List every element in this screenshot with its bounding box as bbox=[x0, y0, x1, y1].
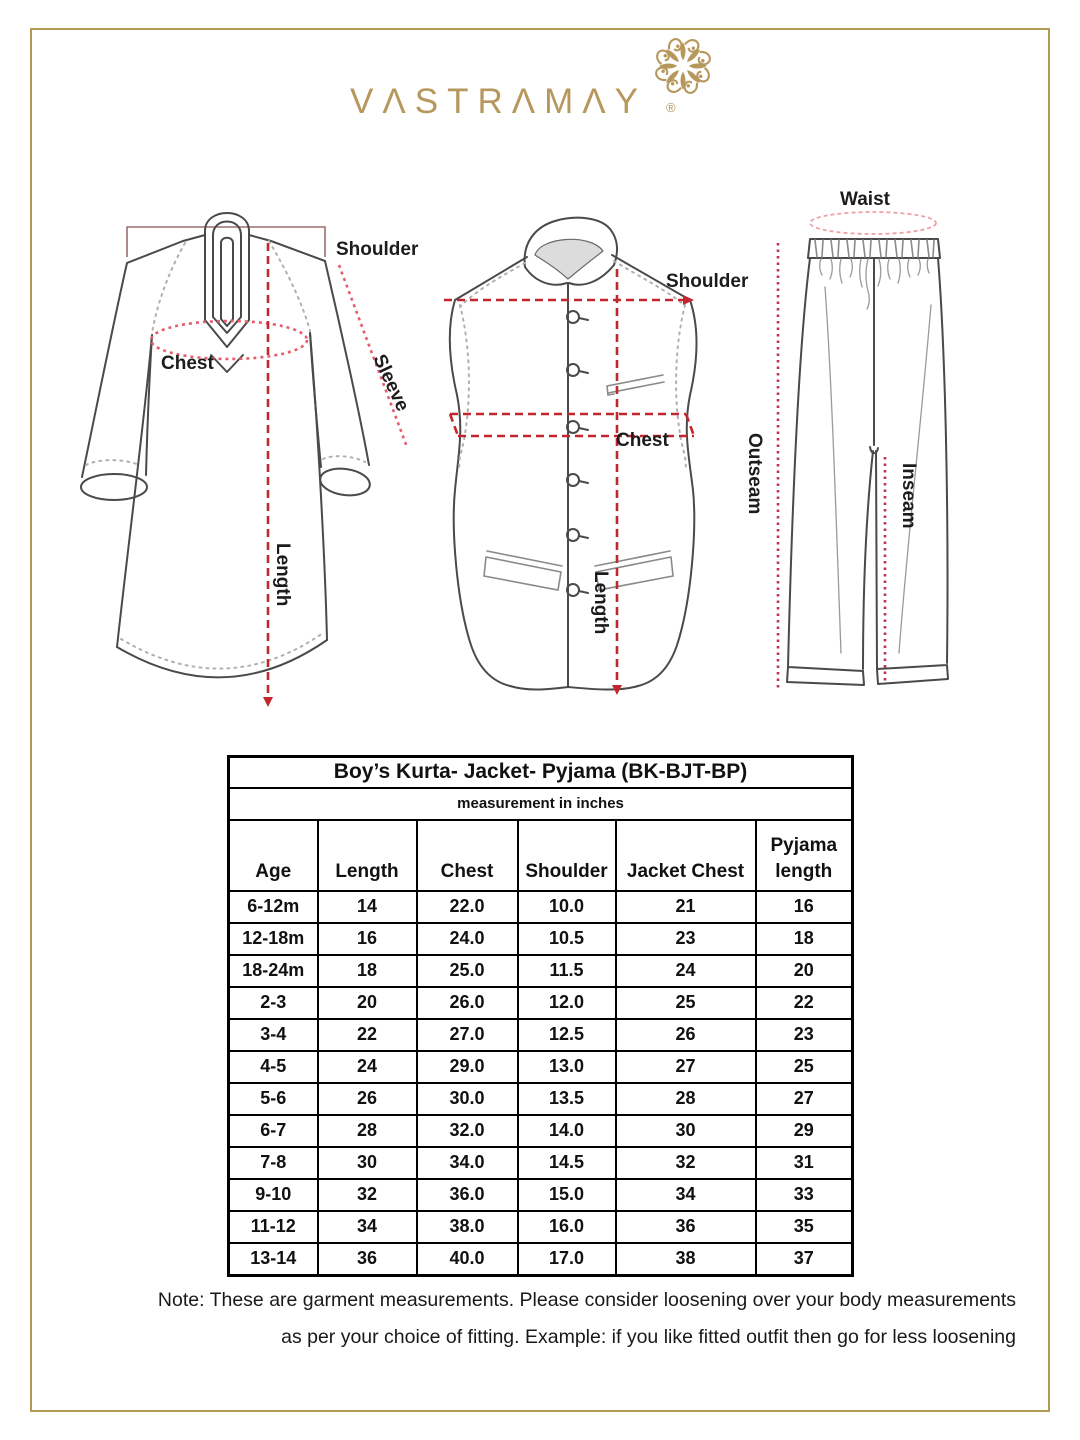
table-body bbox=[229, 891, 853, 1276]
table-cell: 34 bbox=[616, 1179, 756, 1211]
table-cell: 32 bbox=[616, 1147, 756, 1179]
table-cell: 22 bbox=[756, 987, 853, 1019]
table-cell: 12.0 bbox=[518, 987, 616, 1019]
jacket-buttons bbox=[567, 311, 588, 596]
table-cell: 4-5 bbox=[229, 1051, 318, 1083]
note-line-1: Note: These are garment measurements. Please consider loosening over your body measurements bbox=[157, 1289, 1016, 1311]
table-row bbox=[229, 1051, 853, 1083]
jacket-length-label: Length bbox=[590, 571, 611, 635]
table-subtitle-row bbox=[229, 788, 853, 820]
note-line-2: as per your choice of fitting. Example: if you like fitted outfit then go for less loosening bbox=[281, 1326, 1016, 1348]
table-cell: 25.0 bbox=[417, 955, 518, 987]
table-cell: 20 bbox=[756, 955, 853, 987]
table-cell: 5-6 bbox=[229, 1083, 318, 1115]
table-cell: 21 bbox=[616, 891, 756, 923]
table-cell: 24 bbox=[616, 955, 756, 987]
table-cell: 32 bbox=[318, 1179, 417, 1211]
table-row bbox=[229, 1083, 853, 1115]
table-row bbox=[229, 1179, 853, 1211]
table-cell: 18 bbox=[318, 955, 417, 987]
note-text bbox=[55, 1282, 1016, 1356]
table-cell: 6-7 bbox=[229, 1115, 318, 1147]
table-cell: 13.0 bbox=[518, 1051, 616, 1083]
col-header-length: Length bbox=[318, 820, 417, 891]
kurta-shoulder-bracket bbox=[127, 227, 325, 257]
table-cell: 25 bbox=[756, 1051, 853, 1083]
kurta-sleeve-measure-line bbox=[339, 265, 407, 447]
table-cell: 10.5 bbox=[518, 923, 616, 955]
table-cell: 37 bbox=[756, 1243, 853, 1276]
table-cell: 22.0 bbox=[417, 891, 518, 923]
table-cell: 33 bbox=[756, 1179, 853, 1211]
pyjama-waist-measure-line bbox=[810, 212, 936, 234]
brand-name: VΛSTRΛMΛY bbox=[350, 82, 647, 121]
table-cell: 16 bbox=[756, 891, 853, 923]
table-cell: 25 bbox=[616, 987, 756, 1019]
table-cell: 29.0 bbox=[417, 1051, 518, 1083]
table-cell: 34 bbox=[318, 1211, 417, 1243]
table-cell: 27.0 bbox=[417, 1019, 518, 1051]
table-cell: 40.0 bbox=[417, 1243, 518, 1276]
kurta-shoulder-label: Shoulder bbox=[336, 239, 419, 260]
table-cell: 27 bbox=[616, 1051, 756, 1083]
table-cell: 14 bbox=[318, 891, 417, 923]
jacket-chest-label: Chest bbox=[616, 430, 669, 451]
table-cell: 22 bbox=[318, 1019, 417, 1051]
table-row bbox=[229, 987, 853, 1019]
table-header-row bbox=[229, 820, 853, 891]
table-row bbox=[229, 923, 853, 955]
table-cell: 30 bbox=[616, 1115, 756, 1147]
kurta-diagram bbox=[55, 195, 435, 725]
table-cell: 16 bbox=[318, 923, 417, 955]
table-cell: 11-12 bbox=[229, 1211, 318, 1243]
table-cell: 24.0 bbox=[417, 923, 518, 955]
table-cell: 3-4 bbox=[229, 1019, 318, 1051]
table-title-row bbox=[229, 757, 853, 788]
col-header-chest: Chest bbox=[417, 820, 518, 891]
brand-flower-icon bbox=[650, 33, 716, 99]
table-cell: 14.0 bbox=[518, 1115, 616, 1147]
table-cell: 35 bbox=[756, 1211, 853, 1243]
table-cell: 36 bbox=[616, 1211, 756, 1243]
table-cell: 11.5 bbox=[518, 955, 616, 987]
table-cell: 26 bbox=[318, 1083, 417, 1115]
jacket-shoulder-label: Shoulder bbox=[666, 271, 749, 292]
table-cell: 30.0 bbox=[417, 1083, 518, 1115]
table-row bbox=[229, 1019, 853, 1051]
kurta-chest-label: Chest bbox=[161, 353, 214, 374]
table-cell: 13.5 bbox=[518, 1083, 616, 1115]
table-cell: 31 bbox=[756, 1147, 853, 1179]
table-row bbox=[229, 1115, 853, 1147]
kurta-sleeve-label: Sleeve bbox=[368, 351, 413, 415]
jacket-diagram bbox=[440, 195, 770, 740]
table-cell: 28 bbox=[616, 1083, 756, 1115]
table-cell: 38 bbox=[616, 1243, 756, 1276]
table-cell: 27 bbox=[756, 1083, 853, 1115]
table-row bbox=[229, 1211, 853, 1243]
table-cell: 15.0 bbox=[518, 1179, 616, 1211]
table-cell: 13-14 bbox=[229, 1243, 318, 1276]
col-header-pyjama-length: Pyjama length bbox=[756, 820, 853, 891]
pyjama-waist-label: Waist bbox=[840, 189, 890, 210]
col-header-age: Age bbox=[229, 820, 318, 891]
table-row bbox=[229, 891, 853, 923]
table-cell: 38.0 bbox=[417, 1211, 518, 1243]
table-cell: 32.0 bbox=[417, 1115, 518, 1147]
table-cell: 10.0 bbox=[518, 891, 616, 923]
pyjama-inseam-label: Inseam bbox=[898, 463, 919, 529]
table-cell: 24 bbox=[318, 1051, 417, 1083]
table-cell: 36.0 bbox=[417, 1179, 518, 1211]
table-cell: 7-8 bbox=[229, 1147, 318, 1179]
table-cell: 34.0 bbox=[417, 1147, 518, 1179]
col-header-shoulder: Shoulder bbox=[518, 820, 616, 891]
table-cell: 26 bbox=[616, 1019, 756, 1051]
table-cell: 9-10 bbox=[229, 1179, 318, 1211]
table-cell: 6-12m bbox=[229, 891, 318, 923]
table-cell: 28 bbox=[318, 1115, 417, 1147]
table-cell: 12.5 bbox=[518, 1019, 616, 1051]
table-row bbox=[229, 955, 853, 987]
table-cell: 20 bbox=[318, 987, 417, 1019]
table-cell: 26.0 bbox=[417, 987, 518, 1019]
pyjama-outseam-label: Outseam bbox=[744, 433, 765, 515]
table-cell: 12-18m bbox=[229, 923, 318, 955]
kurta-length-label: Length bbox=[272, 543, 293, 607]
col-header-jacket-chest: Jacket Chest bbox=[616, 820, 756, 891]
table-title: Boy’s Kurta- Jacket- Pyjama (BK-BJT-BP) bbox=[229, 757, 853, 788]
table-cell: 17.0 bbox=[518, 1243, 616, 1276]
table-cell: 29 bbox=[756, 1115, 853, 1147]
table-cell: 23 bbox=[756, 1019, 853, 1051]
table-cell: 2-3 bbox=[229, 987, 318, 1019]
table-row bbox=[229, 1147, 853, 1179]
table-cell: 30 bbox=[318, 1147, 417, 1179]
table-cell: 18-24m bbox=[229, 955, 318, 987]
table-cell: 36 bbox=[318, 1243, 417, 1276]
table-subtitle: measurement in inches bbox=[229, 788, 853, 820]
table-cell: 23 bbox=[616, 923, 756, 955]
registered-mark: ® bbox=[666, 100, 676, 115]
table-cell: 18 bbox=[756, 923, 853, 955]
size-chart-table bbox=[227, 755, 854, 1277]
pyjama-diagram bbox=[735, 185, 1065, 725]
table-row bbox=[229, 1243, 853, 1276]
table-cell: 14.5 bbox=[518, 1147, 616, 1179]
table-cell: 16.0 bbox=[518, 1211, 616, 1243]
